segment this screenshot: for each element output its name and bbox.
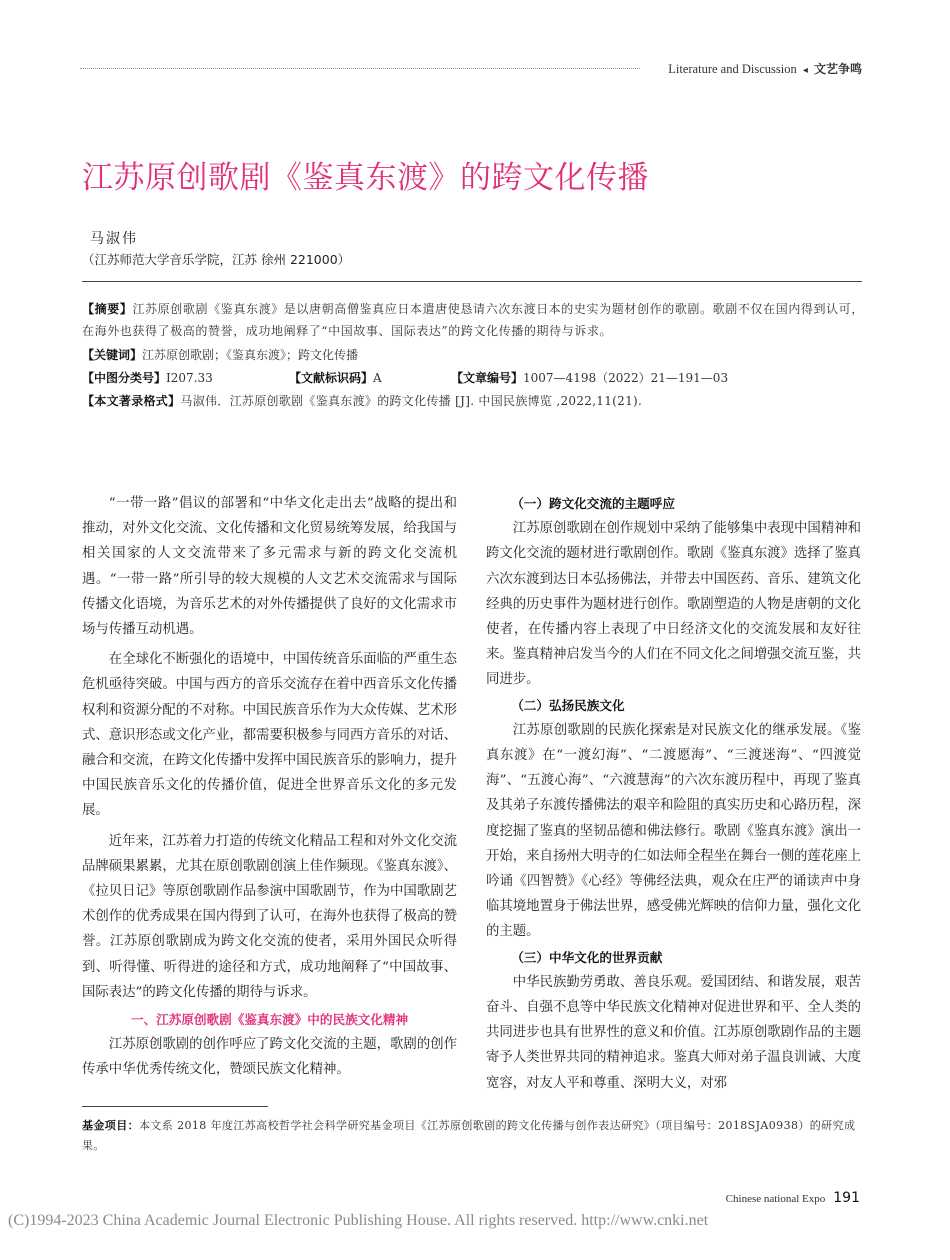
subsection-heading: （三）中华文化的世界贡献 bbox=[511, 949, 663, 965]
body-paragraph: 江苏原创歌剧的民族化探索是对民族文化的继承发展。《鉴真东渡》在“一渡幻海”、“二渡愿海”、“三渡迷海”、“四渡觉海”、“五渡心海”、“六渡慧海”的六次东渡历程中，再现了鉴真及其弟子东渡传播佛法的艰辛和险阻的真实历史和心路历程，深度挖掘了鉴真的坚韧品德和佛法修行。歌剧《鉴真东渡》演出一开始，来自扬州大明寺的仁如法师全程坐在舞台一侧的莲花座上吟诵《四智赞》《心经》等佛经法典，观众在庄严的诵读声中身临其境地置身于佛法世界，感受佛光辉映的信仰力量，强化文化的主题。 bbox=[486, 722, 861, 940]
triangle-left-icon: ◂ bbox=[802, 65, 808, 76]
doc-group bbox=[289, 367, 451, 389]
clc-label: 【中图分类号】 bbox=[82, 371, 167, 385]
copyright-watermark: (C)1994-2023 China Academic Journal Electronic Publishing House. All rights reserved. http://www.cnki.net bbox=[8, 1212, 709, 1229]
subsection-heading: （一）跨文化交流的主题呼应 bbox=[511, 496, 675, 511]
footnote-text: 本文系 2018 年度江苏高校哲学社会科学研究基金项目《江苏原创歌剧的跨文化传播与创作表达研究》（项目编号：2018SJA0938）的研究成果。 bbox=[82, 1119, 856, 1152]
page-number: 191 bbox=[833, 1190, 860, 1206]
doc-label: 【文献标识码】 bbox=[289, 371, 374, 385]
body-column-right bbox=[486, 491, 861, 1096]
body-column-left bbox=[82, 491, 457, 1082]
footnote-rule bbox=[82, 1106, 268, 1107]
footnote-label: 基金项目： bbox=[82, 1119, 139, 1132]
citation bbox=[82, 390, 864, 412]
body-paragraph: “一带一路”倡议的部署和“中华文化走出去”战略的提出和推动，对外文化交流、文化传播和文化贸易统筹发展，给我国与相关国家的人文交流带来了多元需求与新的跨文化交流机遇。“一带一路”所引导的较大规模的人文艺术交流需求与国际传播文化语境，为音乐艺术的对外传播提供了良好的文化需求市场与传播互动机遇。 bbox=[82, 496, 457, 638]
art-group bbox=[451, 367, 728, 389]
clc-group bbox=[82, 367, 289, 389]
footnote bbox=[82, 1116, 872, 1156]
header-chinese: 文艺争鸣 bbox=[813, 62, 862, 76]
body-paragraph: 近年来，江苏着力打造的传统文化精品工程和对外文化交流品牌硕果累累，尤其在原创歌剧创演上佳作频现。《鉴真东渡》、《拉贝日记》等原创歌剧作品参演中国歌剧节，作为中国歌剧艺术创作的优秀成果在国内得到了认可，在海外也获得了极高的赞誉。江苏原创歌剧成为跨文化交流的使者，采用外国民众听得到、听得懂、听得进的途径和方式，成功地阐释了“中国故事、国际表达”的跨文化传播的期待与诉求。 bbox=[82, 833, 457, 1000]
art-value: 1007—4198（2022）21—191—03 bbox=[523, 371, 729, 385]
header-english: Literature and Discussion bbox=[668, 62, 797, 76]
journal-name: Chinese national Expo bbox=[725, 1193, 826, 1205]
keywords bbox=[82, 344, 864, 366]
article-title: 江苏原创歌剧《鉴真东渡》的跨文化传播 bbox=[82, 160, 649, 196]
author: 马淑伟 bbox=[90, 231, 138, 247]
keywords-text: 江苏原创歌剧；《鉴真东渡》；跨文化传播 bbox=[142, 348, 359, 362]
abstract-label: 【摘要】 bbox=[82, 302, 133, 316]
section-heading: 一、江苏原创歌剧《鉴真东渡》中的民族文化精神 bbox=[130, 1012, 409, 1028]
citation-label: 【本文著录格式】 bbox=[82, 394, 181, 408]
body-paragraph: 江苏原创歌剧的创作呼应了跨文化交流的主题，歌剧的创作传承中华优秀传统文化，赞颂民族文化精神。 bbox=[82, 1037, 457, 1078]
subsection-heading: （二）弘扬民族文化 bbox=[511, 697, 625, 713]
header-rule bbox=[80, 68, 640, 69]
abstract-text: 江苏原创歌剧《鉴真东渡》是以唐朝高僧鉴真应日本遣唐使恳请六次东渡日本的史实为题材创作的歌剧。歌剧不仅在国内得到认可，在海外也获得了极高的赞誉，成功地阐释了“中国故事、国际表达”的跨文化传播的期待与诉求。 bbox=[82, 302, 864, 338]
header-divider bbox=[82, 281, 862, 282]
art-label: 【文章编号】 bbox=[451, 371, 524, 385]
doc-value: A bbox=[373, 371, 382, 385]
page-footer bbox=[726, 1190, 860, 1206]
keywords-label: 【关键词】 bbox=[82, 348, 143, 362]
clc-value: I207.33 bbox=[166, 371, 213, 385]
citation-text: 马淑伟．江苏原创歌剧《鉴真东渡》的跨文化传播 [J]. 中国民族博览 ,2022,11(21). bbox=[180, 394, 643, 408]
running-header bbox=[668, 60, 862, 77]
body-paragraph: 中华民族勤劳勇敢、善良乐观。爱国团结、和谐发展，艰苦奋斗、自强不息等中华民族文化精神对促进世界和平、全人类的共同进步也具有世界性的意义和价值。江苏原创歌剧作品的主题寄予人类世界共同的精神追求。鉴真大师对弟子温良训诫、大度宽容，对友人平和尊重、深明大义，对邪 bbox=[486, 974, 861, 1091]
classification-line bbox=[82, 367, 864, 389]
body-paragraph: 江苏原创歌剧在创作规划中采纳了能够集中表现中国精神和跨文化交流的题材进行歌剧创作。歌剧《鉴真东渡》选择了鉴真六次东渡到达日本弘扬佛法，并带去中国医药、音乐、建筑文化经典的历史事件为题材进行创作。歌剧塑造的人物是唐朝的文化使者，在传播内容上表现了中日经济文化的交流发展和友好往来。鉴真精神启发当今的人们在不同文化之间增强交流互鉴，共同进步。 bbox=[486, 521, 861, 688]
body-paragraph: 在全球化不断强化的语境中，中国传统音乐面临的严重生态危机亟待突破。中国与西方的音乐交流存在着中西音乐文化传播权利和资源分配的不对称。中国民族音乐作为大众传媒、艺术形式、意识形态或文化产业，都需要积极参与同西方音乐的对话、融合和交流，在跨文化传播中发挥中国民族音乐的影响力，提升中国民族音乐文化的传播价值，促进全世界音乐文化的多元发展。 bbox=[82, 652, 457, 819]
affiliation: （江苏师范大学音乐学院，江苏 徐州 221000） bbox=[82, 252, 351, 267]
abstract bbox=[82, 298, 864, 342]
